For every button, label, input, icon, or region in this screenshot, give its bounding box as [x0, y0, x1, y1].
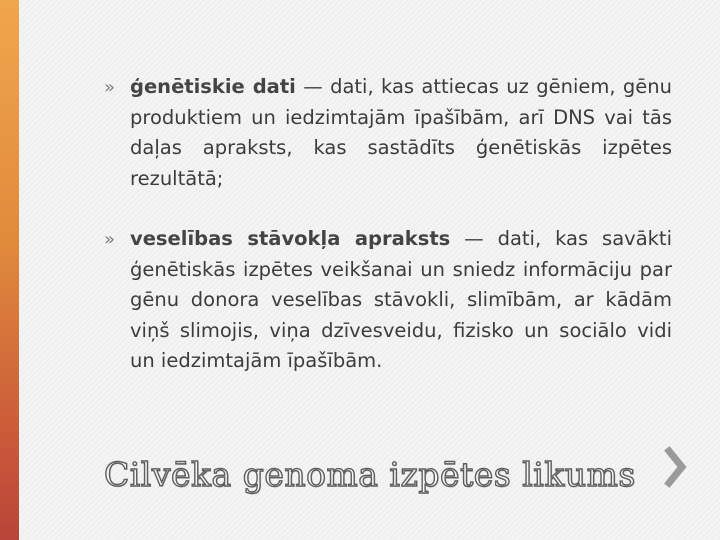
definition-body: — dati, kas attiecas uz gēniem, gēnu produktiem un iedzimtajām īpašībām, arī DNS vai tās daļas apraksts, kas sastādīts ģenētiskās izpētes rezultātā;: [130, 75, 672, 190]
definition-term: veselības stāvokļa apraksts: [130, 227, 451, 250]
list-item: [104, 72, 672, 194]
bullet-marker-icon: »: [104, 77, 116, 98]
slide-title: Cilvēka genoma izpētes likums: [104, 455, 636, 494]
definition-term: ģenētiskie dati: [130, 75, 296, 98]
chevron-right-icon[interactable]: [664, 446, 688, 488]
definition-list: [104, 72, 672, 407]
definition-body: — dati, kas savākti ģenētiskās izpētes veikšanai un sniedz informāciju par gēnu donora veselības stāvokli, slimībām, ar kādām viņš slimojis, viņa dzīvesveidu, fizisko un sociālo vidi un iedzimtajām īpašībām.: [130, 227, 672, 372]
list-item: [104, 224, 672, 377]
definition-text: [130, 224, 672, 377]
bullet-marker-icon: »: [104, 229, 116, 250]
definition-text: [130, 72, 672, 194]
accent-bar: [0, 0, 19, 540]
